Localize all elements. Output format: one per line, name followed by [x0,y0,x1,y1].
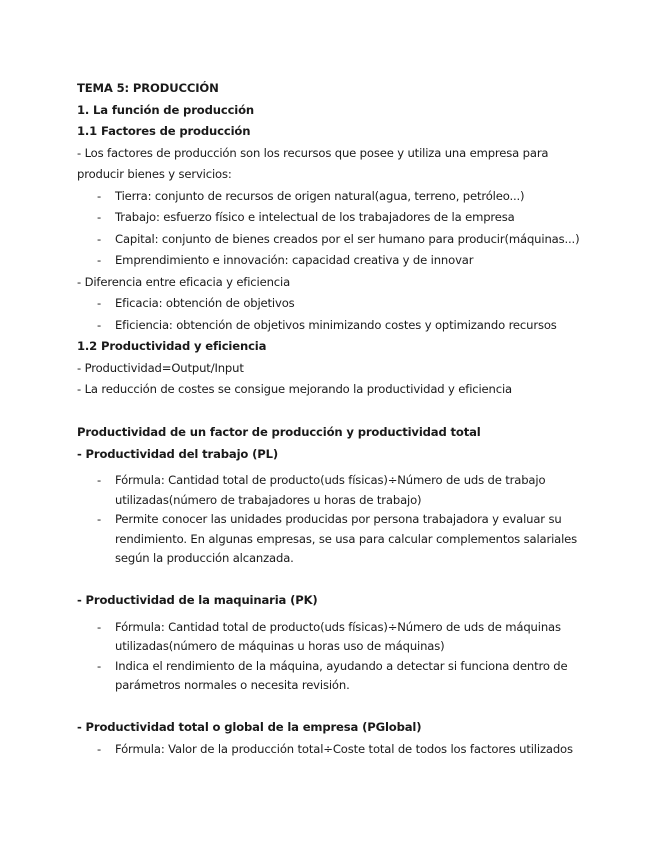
list-item: - Emprendimiento e innovación: capacidad creativa y de innovar [97,253,474,267]
list-item: - Permite conocer las unidades producidas por persona trabajadora y evaluar su rendimiento. En algunas empresas, se usa para calcular complementos salariales según la producción alcanzada. [97,512,578,565]
list-item: - Fórmula: Cantidad total de producto(uds físicas)÷Número de uds de trabajo utilizadas(número de trabajadores u horas de trabajo) [97,473,546,507]
list-item: - Indica el rendimiento de la máquina, ayudando a detectar si funciona dentro de parámetros normales o necesita revisión. [97,658,568,692]
paragraph: - La reducción de costes se consigue mejorando la productividad y eficiencia [77,382,512,396]
list-item: - Tierra: conjunto de recursos de origen natural(agua, terreno, petróleo...) [97,188,525,203]
subsection-heading: 1.1 Factores de producción [77,124,251,138]
list-item: - Fórmula: Cantidad total de producto(uds físicas)÷Número de uds de máquinas utilizadas(número de máquinas u horas uso de máquinas) [97,619,561,653]
section-heading: 1. La función de producción [77,102,255,117]
paragraph: - Los factores de producción son los recursos que posee y utiliza una empresa para [77,145,549,160]
document-body [77,78,597,760]
list-item: - Trabajo: esfuerzo físico e intelectual de los trabajadores de la empresa [97,210,515,224]
list-item: - Capital: conjunto de bienes creados por el ser humano para producir(máquinas...) [97,231,580,246]
list-item: - Eficiencia: obtención de objetivos minimizando costes y optimizando recursos [97,317,557,332]
subsection-heading: 1.2 Productividad y eficiencia [77,339,267,353]
list-item: - Fórmula: Valor de la producción total÷Coste total de todos los factores utilizados [97,741,573,756]
list-item: - Eficacia: obtención de objetivos [97,296,295,310]
paragraph: - Diferencia entre eficacia y eficiencia [77,274,291,289]
section-heading: Productividad de un factor de producción y productividad total [77,425,481,439]
subsection-heading: - Productividad del trabajo (PL) [77,446,278,461]
subsection-heading: - Productividad de la maquinaria (PK) [77,593,318,607]
paragraph: producir bienes y servicios: [77,167,232,181]
paragraph: - Productividad=Output/Input [77,360,244,375]
document-title: TEMA 5: PRODUCCIÓN [77,81,219,95]
subsection-heading: - Productividad total o global de la empresa (PGlobal) [77,720,422,734]
